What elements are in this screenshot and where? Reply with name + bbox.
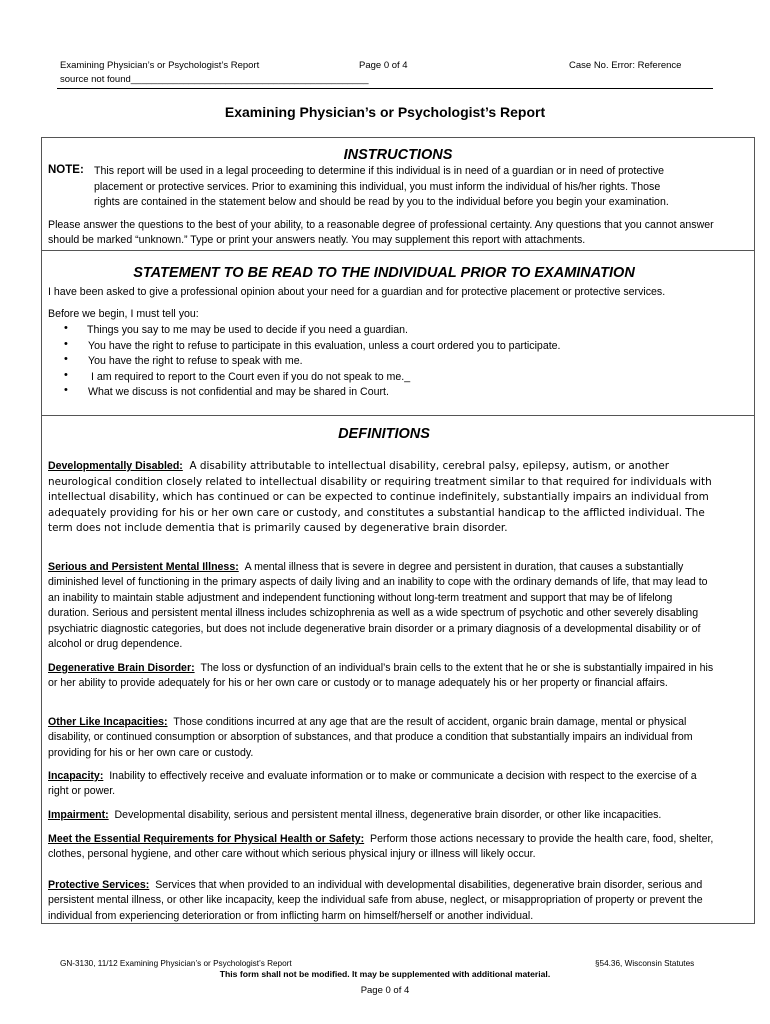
bullet-icon: •	[64, 384, 68, 396]
bullet-icon: •	[64, 353, 68, 365]
statement-bullet: What we discuss is not confidential and may be shared in Court.	[88, 386, 389, 398]
definition-text: Those conditions incurred at any age that are the result of accident, organic brain damage, mental or physical disability, or continued consumption or absorption of substances, and that produce a condition that substantially impairs an individual from providing for his or her own care or custody.	[48, 716, 693, 759]
definition-text: Inability to effectively receive and evaluate information or to make or communicate a decision with respect to the exercise of a right or power.	[48, 770, 697, 798]
definition-text: Services that when provided to an individual with developmental disabilities, degenerative brain disorder, serious and persistent mental illness, or other like incapacity, keep the individual safe from abuse, neglect, or misappropriation of property or prevent the individual from experiencing deterioration or from inflicting harm on himself/herself or another individual.	[48, 879, 703, 922]
statement-bullet: Things you say to me may be used to decide if you need a guardian.	[87, 324, 408, 336]
definition-text: The loss or dysfunction of an individual’s brain cells to the extent that he or she is substantially impaired in his or her ability to provide adequately for his or her own care or custody or to manage adequately his or her property or financial affairs.	[48, 662, 714, 690]
definition-impairment	[48, 808, 714, 823]
definition-text: A disability attributable to intellectual disability, cerebral palsy, epilepsy, autism, or another neurological condition closely related to intellectual disability or requiring treatment similar to that required for individuals with intellectual disability, which has continued or can be expected to continue indefinitely, substantially impairs an individual from adequately providing for his or her own care or custody, and constitutes a substantial handicap to the afflicted individual. The term does not include dementia that is primarily caused by degenerative brain disorder.	[48, 460, 712, 535]
definition-term: Developmentally Disabled:	[48, 460, 183, 472]
footer-notice: This form shall not be modified. It may be supplemented with additional material.	[219, 969, 551, 979]
definition-text: Perform those actions necessary to provide the health care, food, shelter, clothes, personal hygiene, and other care without which serious physical injury or illness will likely occur.	[48, 833, 714, 861]
definition-serious-mental-illness	[48, 560, 714, 652]
statement-bullet: You have the right to refuse to participate in this evaluation, unless a court ordered you to participate.	[88, 340, 561, 352]
footer-form-id: GN-3130, 11/12 Examining Physician’s or Psychologist’s Report	[60, 959, 292, 968]
definition-incapacity	[48, 769, 714, 800]
statement-intro: I have been asked to give a professional opinion about your need for a guardian and for protective placement or protective services.	[48, 286, 666, 298]
header-rule	[57, 88, 713, 89]
note-line-1: This report will be used in a legal proceeding to determine if this individual is in need of a guardian or in need of protective	[94, 165, 665, 177]
footer-page-number: Page 0 of 4	[360, 985, 410, 996]
instructions-heading: INSTRUCTIONS	[343, 147, 453, 163]
definition-term: Protective Services:	[48, 879, 150, 891]
definition-protective-services	[48, 878, 714, 924]
definition-text: A mental illness that is severe in degree and persistent in duration, that causes a substantially diminished level of functioning in the primary aspects of daily living and an inability to cope with the ordinary demands of life, that may lead to an inability to maintain stable adjustment and independent functioning without long-term treatment and support that may be of lifelong duration. Serious and persistent mental illness includes schizophrenia as well as a wide spectrum of psychotic and other severely disabling psychiatric diagnostic categories, but does not include degenerative brain disorder or a primary diagnosis of a developmental disability or of alcohol or drug dependence.	[48, 561, 708, 651]
statement-lead: Before we begin, I must tell you:	[48, 308, 199, 320]
bullet-icon: •	[64, 322, 68, 334]
definition-developmentally-disabled	[48, 459, 714, 537]
definitions-heading: DEFINITIONS	[338, 426, 430, 442]
note-line-2: placement or protective services. Prior to examining this individual, you must inform the individual of his/her rights. Those	[94, 181, 661, 193]
bullet-icon: •	[64, 338, 68, 350]
definition-other-like-incapacities	[48, 715, 714, 761]
definition-term: Serious and Persistent Mental Illness:	[48, 561, 239, 573]
bullet-icon: •	[64, 369, 68, 381]
definition-term: Other Like Incapacities:	[48, 716, 168, 728]
header-case-number: Case No. Error: Reference	[569, 60, 682, 71]
definition-term: Degenerative Brain Disorder:	[48, 662, 195, 674]
footer-statute: §54.36, Wisconsin Statutes	[595, 959, 695, 968]
definition-text: Developmental disability, serious and persistent mental illness, degenerative brain disorder, or other like incapacities.	[114, 809, 662, 821]
header-page-number: Page 0 of 4	[359, 60, 408, 71]
instructions-paragraph: Please answer the questions to the best of your ability, to a reasonable degree of professional certainty. Any questions that you cannot answer should be marked “unknown.” Type or print your answers neatly. You may supplement this report with attachments.	[48, 219, 714, 247]
definition-term: Incapacity:	[48, 770, 104, 782]
definition-term: Impairment:	[48, 809, 109, 821]
statement-heading: STATEMENT TO BE READ TO THE INDIVIDUAL PRIOR TO EXAMINATION	[133, 265, 635, 281]
definition-term: Meet the Essential Requirements for Physical Health or Safety:	[48, 833, 365, 845]
statement-bullet: You have the right to refuse to speak with me.	[88, 355, 303, 367]
header-form-title: Examining Physician’s or Psychologist’s Report	[60, 60, 260, 71]
header-case-number-cont: source not found_____________________________________________	[60, 74, 369, 85]
note-label: NOTE:	[48, 164, 84, 176]
statement-bullet: I am required to report to the Court even if you do not speak to me._	[88, 371, 411, 383]
page-title: Examining Physician’s or Psychologist’s Report	[224, 104, 546, 120]
note-line-3: rights are contained in the statement below and should be read by you to the individual before you begin your examination.	[94, 196, 669, 208]
definition-degenerative-brain-disorder	[48, 661, 714, 692]
definition-essential-requirements	[48, 832, 714, 863]
